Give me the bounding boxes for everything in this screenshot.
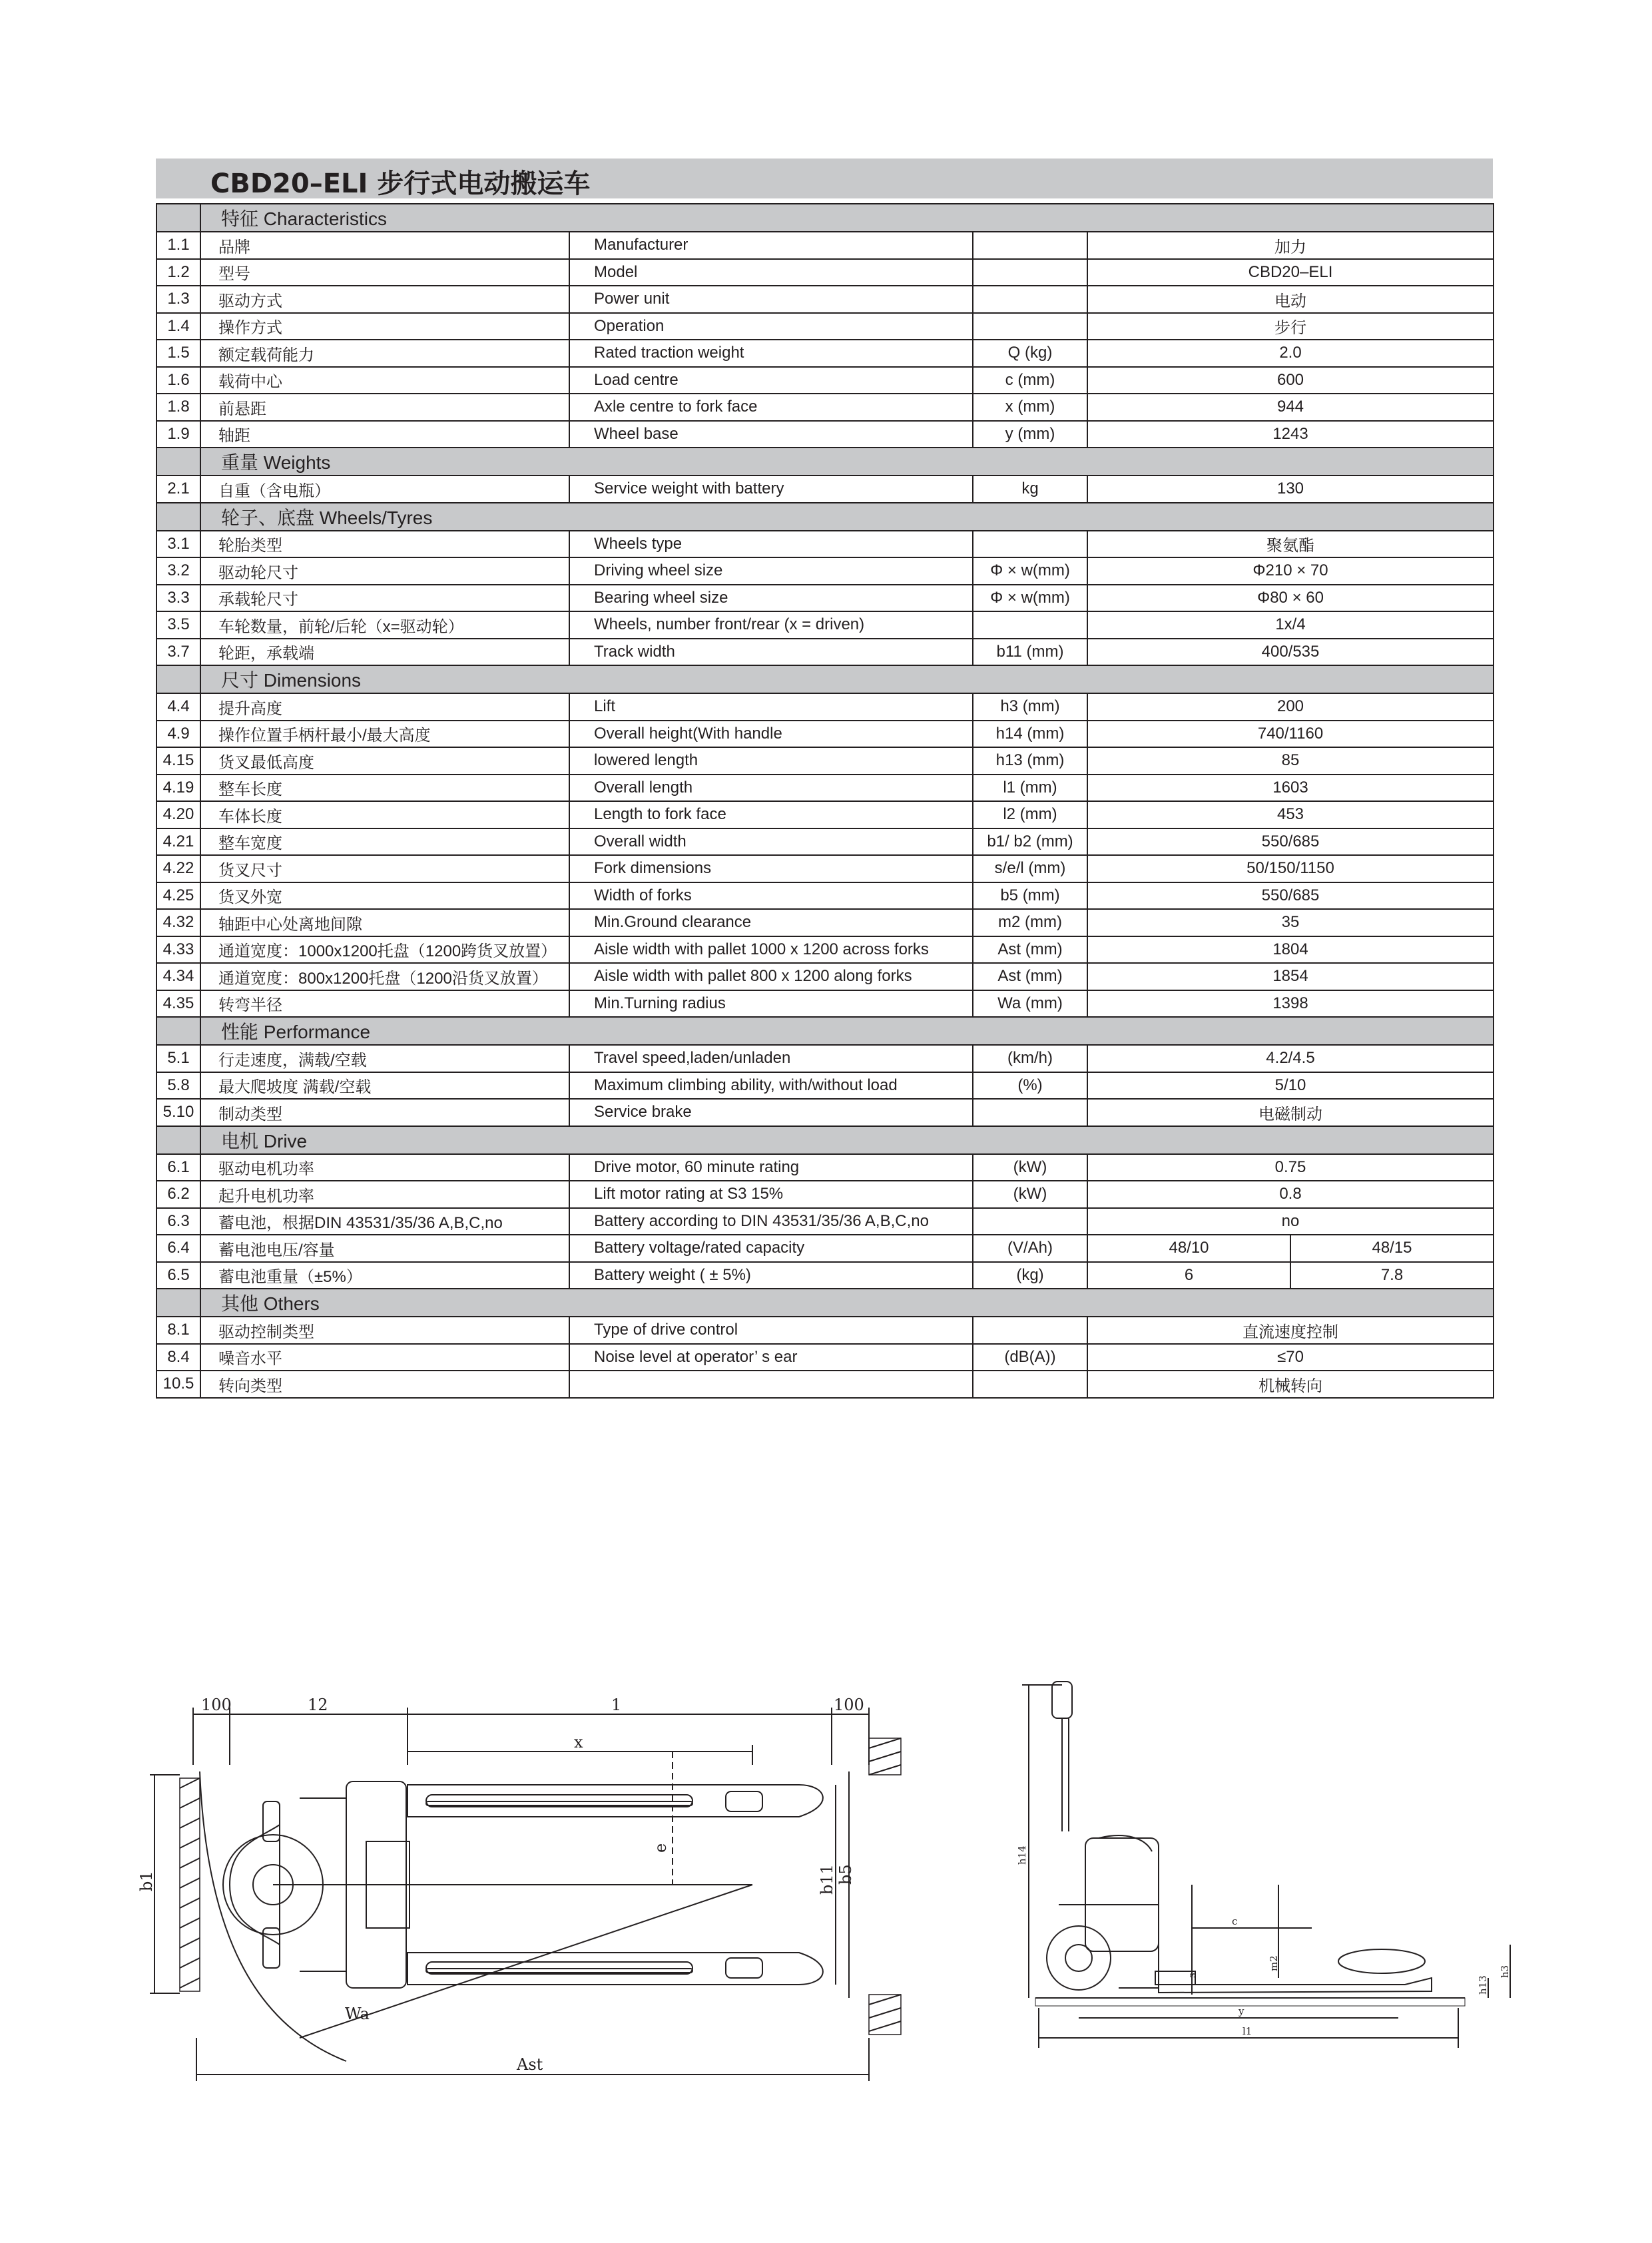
english-label: Load centre <box>569 367 973 394</box>
dim-label-b1: b1 <box>137 1871 156 1891</box>
english-label: Drive motor, 60 minute rating <box>569 1154 973 1181</box>
value-cell: 0.75 <box>1087 1154 1494 1181</box>
chinese-label: 提升高度 <box>200 693 569 721</box>
section-no-cell <box>156 665 200 693</box>
section-no-cell <box>156 1017 200 1045</box>
unit-cell: h13 (mm) <box>973 747 1087 775</box>
unit-cell: (V/Ah) <box>973 1235 1087 1262</box>
item-number: 1.6 <box>156 367 200 394</box>
item-number: 5.10 <box>156 1099 200 1126</box>
table-row <box>156 1181 1494 1208</box>
chinese-label: 通道宽度：1000x1200托盘（1200跨货叉放置） <box>200 936 569 964</box>
table-row <box>156 531 1494 558</box>
english-label: Battery weight ( ± 5%) <box>569 1262 973 1289</box>
value-cell: 1398 <box>1087 990 1494 1018</box>
dim-label-wa: Wa <box>345 2005 370 2023</box>
chinese-label: 通道宽度：800x1200托盘（1200沿货叉放置） <box>200 963 569 990</box>
chinese-label: 前悬距 <box>200 394 569 421</box>
value-cell: 1603 <box>1087 775 1494 802</box>
chinese-label: 起升电机功率 <box>200 1181 569 1208</box>
item-number: 4.20 <box>156 801 200 828</box>
unit-cell <box>973 1317 1087 1344</box>
chinese-label: 自重（含电瓶） <box>200 476 569 503</box>
table-row <box>156 313 1494 340</box>
unit-cell: l2 (mm) <box>973 801 1087 828</box>
chinese-label: 制动类型 <box>200 1099 569 1126</box>
value-cell: 550/685 <box>1087 882 1494 910</box>
unit-cell <box>973 232 1087 259</box>
value-cell: Φ80 × 60 <box>1087 585 1494 612</box>
dim-label-m2: m2 <box>1268 1955 1280 1971</box>
unit-cell: Ast (mm) <box>973 936 1087 964</box>
value-cell: 4.2/4.5 <box>1087 1045 1494 1072</box>
unit-cell: l1 (mm) <box>973 775 1087 802</box>
item-number: 3.5 <box>156 611 200 639</box>
value-cell: 400/535 <box>1087 639 1494 666</box>
chinese-label: 货叉尺寸 <box>200 855 569 882</box>
chinese-label: 操作位置手柄杆最小/最大高度 <box>200 721 569 748</box>
table-row <box>156 1045 1494 1072</box>
item-number: 5.1 <box>156 1045 200 1072</box>
table-row <box>156 340 1494 367</box>
chinese-label: 行走速度，满载/空载 <box>200 1045 569 1072</box>
value-cell: 453 <box>1087 801 1494 828</box>
table-row <box>156 232 1494 259</box>
item-number: 4.21 <box>156 828 200 856</box>
unit-cell: b11 (mm) <box>973 639 1087 666</box>
chinese-label: 车轮数量，前轮/后轮（x=驱动轮） <box>200 611 569 639</box>
dim-label-h3: h3 <box>1499 1965 1511 1978</box>
item-number: 4.9 <box>156 721 200 748</box>
unit-cell <box>973 611 1087 639</box>
item-number: 1.3 <box>156 286 200 313</box>
value-cell: 直流速度控制 <box>1087 1317 1494 1344</box>
table-row <box>156 721 1494 748</box>
value-cell: 48/15 <box>1290 1235 1494 1262</box>
english-label: Wheels, number front/rear (x = driven) <box>569 611 973 639</box>
value-cell: ≤70 <box>1087 1344 1494 1371</box>
unit-cell <box>973 313 1087 340</box>
item-number: 6.5 <box>156 1262 200 1289</box>
unit-cell: Q (kg) <box>973 340 1087 367</box>
table-row <box>156 936 1494 964</box>
english-label: Service brake <box>569 1099 973 1126</box>
chinese-label: 轴距中心处离地间隙 <box>200 909 569 936</box>
value-cell: 0.8 <box>1087 1181 1494 1208</box>
table-row <box>156 1317 1494 1344</box>
english-label: Track width <box>569 639 973 666</box>
unit-cell: Φ × w(mm) <box>973 585 1087 612</box>
english-label: Model <box>569 259 973 286</box>
english-label: Battery voltage/rated capacity <box>569 1235 973 1262</box>
dim-label-c: c <box>1232 1915 1238 1927</box>
value-cell: 1x/4 <box>1087 611 1494 639</box>
side-view-drawing <box>1022 1682 1510 2048</box>
english-label: Lift motor rating at S3 15% <box>569 1181 973 1208</box>
chinese-label: 蓄电池重量（±5%） <box>200 1262 569 1289</box>
value-cell: 85 <box>1087 747 1494 775</box>
chinese-label: 承载轮尺寸 <box>200 585 569 612</box>
english-label: Travel speed,laden/unladen <box>569 1045 973 1072</box>
chinese-label: 蓄电池，根据DIN 43531/35/36 A,B,C,no <box>200 1208 569 1235</box>
section-header-row <box>156 503 1494 531</box>
section-title: 特征 Characteristics <box>200 204 1494 232</box>
value-cell: 电动 <box>1087 286 1494 313</box>
section-header-row <box>156 1017 1494 1045</box>
unit-cell: kg <box>973 476 1087 503</box>
section-no-cell <box>156 1126 200 1154</box>
table-row <box>156 693 1494 721</box>
table-row <box>156 557 1494 585</box>
unit-cell: (kg) <box>973 1262 1087 1289</box>
table-row <box>156 394 1494 421</box>
table-row <box>156 747 1494 775</box>
value-cell: 7.8 <box>1290 1262 1494 1289</box>
unit-cell: Wa (mm) <box>973 990 1087 1018</box>
table-row <box>156 611 1494 639</box>
english-label: Service weight with battery <box>569 476 973 503</box>
dim-label-b5: b5 <box>836 1864 855 1885</box>
dim-label-ast: Ast <box>517 2055 543 2074</box>
value-cell: 步行 <box>1087 313 1494 340</box>
item-number: 1.8 <box>156 394 200 421</box>
table-row <box>156 855 1494 882</box>
chinese-label: 载荷中心 <box>200 367 569 394</box>
value-cell: 35 <box>1087 909 1494 936</box>
item-number: 5.8 <box>156 1072 200 1100</box>
value-cell: 600 <box>1087 367 1494 394</box>
unit-cell: (km/h) <box>973 1045 1087 1072</box>
chinese-label: 轮距，承载端 <box>200 639 569 666</box>
value-cell: 48/10 <box>1087 1235 1290 1262</box>
dim-label-h13: h13 <box>1477 1975 1489 1995</box>
chinese-label: 品牌 <box>200 232 569 259</box>
item-number: 6.4 <box>156 1235 200 1262</box>
dim-label-100-left: 100 <box>201 1696 232 1714</box>
value-cell: 740/1160 <box>1087 721 1494 748</box>
item-number: 1.5 <box>156 340 200 367</box>
item-number: 8.1 <box>156 1317 200 1344</box>
english-label: Fork dimensions <box>569 855 973 882</box>
table-row <box>156 1344 1494 1371</box>
item-number: 4.22 <box>156 855 200 882</box>
unit-cell: x (mm) <box>973 394 1087 421</box>
english-label: Axle centre to fork face <box>569 394 973 421</box>
chinese-label: 整车长度 <box>200 775 569 802</box>
value-cell: 加力 <box>1087 232 1494 259</box>
item-number: 1.9 <box>156 421 200 448</box>
unit-cell: y (mm) <box>973 421 1087 448</box>
table-row <box>156 801 1494 828</box>
table-row <box>156 1371 1494 1398</box>
title-bar <box>156 159 1493 198</box>
value-cell: no <box>1087 1208 1494 1235</box>
item-number: 8.4 <box>156 1344 200 1371</box>
item-number: 4.15 <box>156 747 200 775</box>
chinese-label: 最大爬坡度 满载/空载 <box>200 1072 569 1100</box>
chinese-label: 蓄电池电压/容量 <box>200 1235 569 1262</box>
dim-label-y: y <box>1239 2005 1244 2017</box>
unit-cell: h3 (mm) <box>973 693 1087 721</box>
unit-cell <box>973 1208 1087 1235</box>
item-number: 4.32 <box>156 909 200 936</box>
table-row <box>156 259 1494 286</box>
value-cell: 1804 <box>1087 936 1494 964</box>
top-view-drawing <box>150 1708 901 2081</box>
item-number: 1.2 <box>156 259 200 286</box>
english-label: Wheels type <box>569 531 973 558</box>
section-no-cell <box>156 448 200 476</box>
item-number: 4.35 <box>156 990 200 1018</box>
dim-label-12: 12 <box>308 1696 328 1714</box>
section-title: 尺寸 Dimensions <box>200 665 1494 693</box>
dim-label-b11: b11 <box>818 1864 836 1895</box>
unit-cell: (dB(A)) <box>973 1344 1087 1371</box>
table-row <box>156 1072 1494 1100</box>
value-cell: 944 <box>1087 394 1494 421</box>
unit-cell: Φ × w(mm) <box>973 557 1087 585</box>
section-no-cell <box>156 204 200 232</box>
item-number: 3.7 <box>156 639 200 666</box>
table-row <box>156 828 1494 856</box>
value-cell: 机械转向 <box>1087 1371 1494 1398</box>
section-header-row <box>156 204 1494 232</box>
english-label: Width of forks <box>569 882 973 910</box>
chinese-label: 车体长度 <box>200 801 569 828</box>
table-row <box>156 775 1494 802</box>
value-cell: 130 <box>1087 476 1494 503</box>
table-row <box>156 882 1494 910</box>
table-row <box>156 421 1494 448</box>
unit-cell <box>973 259 1087 286</box>
english-label: Operation <box>569 313 973 340</box>
item-number: 3.2 <box>156 557 200 585</box>
item-number: 6.3 <box>156 1208 200 1235</box>
section-title: 重量 Weights <box>200 448 1494 476</box>
table-row <box>156 476 1494 503</box>
chinese-label: 操作方式 <box>200 313 569 340</box>
unit-cell: b1/ b2 (mm) <box>973 828 1087 856</box>
item-number: 4.25 <box>156 882 200 910</box>
dim-label-e: e <box>651 1843 670 1853</box>
technical-drawings <box>0 1665 1652 2131</box>
value-cell: 5/10 <box>1087 1072 1494 1100</box>
english-label <box>569 1371 973 1398</box>
item-number: 4.33 <box>156 936 200 964</box>
table-row <box>156 990 1494 1018</box>
dim-label-s: s <box>1186 1973 1198 1978</box>
page-title: CBD20–ELI 步行式电动搬运车 <box>210 168 591 199</box>
value-cell: 50/150/1150 <box>1087 855 1494 882</box>
value-cell: 2.0 <box>1087 340 1494 367</box>
item-number: 2.1 <box>156 476 200 503</box>
section-title: 其他 Others <box>200 1289 1494 1317</box>
english-label: Aisle width with pallet 1000 x 1200 across forks <box>569 936 973 964</box>
english-label: Min.Ground clearance <box>569 909 973 936</box>
english-label: Lift <box>569 693 973 721</box>
section-title: 电机 Drive <box>200 1126 1494 1154</box>
english-label: Overall width <box>569 828 973 856</box>
chinese-label: 货叉外宽 <box>200 882 569 910</box>
dim-label-l1: l1 <box>1242 2025 1252 2037</box>
english-label: Maximum climbing ability, with/without load <box>569 1072 973 1100</box>
item-number: 1.4 <box>156 313 200 340</box>
chinese-label: 整车宽度 <box>200 828 569 856</box>
table-row <box>156 963 1494 990</box>
chinese-label: 驱动控制类型 <box>200 1317 569 1344</box>
table-row <box>156 367 1494 394</box>
dim-label-1: 1 <box>611 1696 622 1714</box>
item-number: 3.1 <box>156 531 200 558</box>
english-label: Driving wheel size <box>569 557 973 585</box>
section-header-row <box>156 665 1494 693</box>
english-label: Battery according to DIN 43531/35/36 A,B,C,no <box>569 1208 973 1235</box>
section-header-row <box>156 1289 1494 1317</box>
section-header-row <box>156 448 1494 476</box>
section-title: 性能 Performance <box>200 1017 1494 1045</box>
value-cell: 电磁制动 <box>1087 1099 1494 1126</box>
english-label: Wheel base <box>569 421 973 448</box>
chinese-label: 驱动轮尺寸 <box>200 557 569 585</box>
item-number: 10.5 <box>156 1371 200 1398</box>
english-label: Manufacturer <box>569 232 973 259</box>
chinese-label: 转向类型 <box>200 1371 569 1398</box>
english-label: lowered length <box>569 747 973 775</box>
unit-cell <box>973 286 1087 313</box>
english-label: Aisle width with pallet 800 x 1200 along forks <box>569 963 973 990</box>
item-number: 6.2 <box>156 1181 200 1208</box>
table-row <box>156 1262 1494 1289</box>
value-cell: CBD20–ELI <box>1087 259 1494 286</box>
table-row <box>156 585 1494 612</box>
chinese-label: 驱动电机功率 <box>200 1154 569 1181</box>
table-row <box>156 1154 1494 1181</box>
value-cell: 6 <box>1087 1262 1290 1289</box>
chinese-label: 轮胎类型 <box>200 531 569 558</box>
spec-table <box>156 203 1494 1399</box>
unit-cell: c (mm) <box>973 367 1087 394</box>
item-number: 1.1 <box>156 232 200 259</box>
english-label: Overall height(With handle <box>569 721 973 748</box>
dim-label-100-right: 100 <box>834 1696 864 1714</box>
unit-cell: m2 (mm) <box>973 909 1087 936</box>
english-label: Min.Turning radius <box>569 990 973 1018</box>
english-label: Noise level at operator’ s ear <box>569 1344 973 1371</box>
table-row <box>156 1235 1494 1262</box>
dim-label-h14: h14 <box>1016 1845 1028 1865</box>
value-cell: Φ210 × 70 <box>1087 557 1494 585</box>
english-label: Rated traction weight <box>569 340 973 367</box>
chinese-label: 型号 <box>200 259 569 286</box>
unit-cell: h14 (mm) <box>973 721 1087 748</box>
unit-cell: b5 (mm) <box>973 882 1087 910</box>
chinese-label: 轴距 <box>200 421 569 448</box>
english-label: Type of drive control <box>569 1317 973 1344</box>
item-number: 6.1 <box>156 1154 200 1181</box>
table-row <box>156 639 1494 666</box>
section-no-cell <box>156 1289 200 1317</box>
item-number: 4.19 <box>156 775 200 802</box>
dim-label-x: x <box>574 1733 583 1752</box>
value-cell: 550/685 <box>1087 828 1494 856</box>
section-header-row <box>156 1126 1494 1154</box>
table-row <box>156 1208 1494 1235</box>
value-cell: 1854 <box>1087 963 1494 990</box>
english-label: Length to fork face <box>569 801 973 828</box>
section-title: 轮子、底盘 Wheels/Tyres <box>200 503 1494 531</box>
unit-cell <box>973 1099 1087 1126</box>
chinese-label: 货叉最低高度 <box>200 747 569 775</box>
unit-cell: Ast (mm) <box>973 963 1087 990</box>
table-row <box>156 909 1494 936</box>
item-number: 4.34 <box>156 963 200 990</box>
unit-cell: (kW) <box>973 1154 1087 1181</box>
unit-cell <box>973 1371 1087 1398</box>
english-label: Overall length <box>569 775 973 802</box>
side-view-labels <box>1016 1845 1511 2037</box>
chinese-label: 额定载荷能力 <box>200 340 569 367</box>
value-cell: 200 <box>1087 693 1494 721</box>
item-number: 3.3 <box>156 585 200 612</box>
chinese-label: 驱动方式 <box>200 286 569 313</box>
english-label: Bearing wheel size <box>569 585 973 612</box>
english-label: Power unit <box>569 286 973 313</box>
chinese-label: 噪音水平 <box>200 1344 569 1371</box>
value-cell: 1243 <box>1087 421 1494 448</box>
unit-cell: (%) <box>973 1072 1087 1100</box>
value-cell: 聚氨酯 <box>1087 531 1494 558</box>
table-row <box>156 286 1494 313</box>
unit-cell: s/e/l (mm) <box>973 855 1087 882</box>
table-row <box>156 1099 1494 1126</box>
unit-cell: (kW) <box>973 1181 1087 1208</box>
chinese-label: 转弯半径 <box>200 990 569 1018</box>
unit-cell <box>973 531 1087 558</box>
section-no-cell <box>156 503 200 531</box>
item-number: 4.4 <box>156 693 200 721</box>
